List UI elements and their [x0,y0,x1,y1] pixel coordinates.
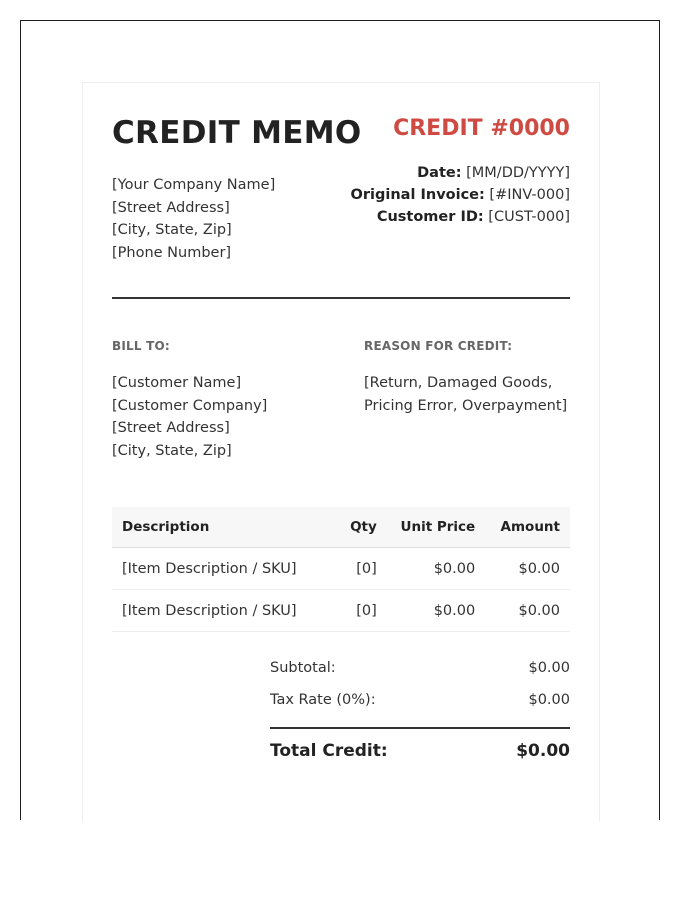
memo-meta [351,162,570,228]
tax-value: $0.00 [528,692,570,708]
meta-invoice [351,184,570,206]
total-credit-row [270,739,570,775]
subtotal-label: Subtotal: [270,660,336,676]
document-title: CREDIT MEMO [112,115,362,151]
item-unit-price: $0.00 [387,590,485,632]
item-amount: $0.00 [485,548,570,590]
total-credit-value: $0.00 [516,741,570,761]
customer-street: [Street Address] [112,420,230,436]
invoice-value: [#INV-000] [489,187,570,203]
item-description: [Item Description / SKU] [112,590,328,632]
bill-to-label: BILL TO: [112,339,170,353]
header-qty: Qty [328,507,387,548]
total-credit-label: Total Credit: [270,741,388,761]
item-unit-price: $0.00 [387,548,485,590]
bill-to-info [112,372,267,462]
table-header-row [112,507,570,548]
reason-label: REASON FOR CREDIT: [364,339,513,353]
meta-customer [351,206,570,228]
item-qty: [0] [328,590,387,632]
credit-number: CREDIT #0000 [393,116,570,141]
invoice-label: Original Invoice: [350,187,485,203]
totals-divider [270,727,570,729]
meta-date [351,162,570,184]
customer-company: [Customer Company] [112,397,268,414]
table-row [112,548,570,590]
reason-text: [Return, Damaged Goods, Pricing Error, Overpayment] [364,375,568,414]
line-items-table [112,507,570,632]
company-info [112,174,275,264]
tax-label: Tax Rate (0%): [270,692,376,708]
customer-id-label: Customer ID: [376,209,484,225]
company-city: [City, State, Zip] [112,222,232,238]
customer-id-value: [CUST-000] [488,209,570,225]
item-qty: [0] [328,548,387,590]
date-label: Date: [417,165,462,181]
table-row [112,590,570,632]
company-name: [Your Company Name] [112,177,276,193]
tax-row [270,688,570,720]
customer-name: [Customer Name] [112,375,242,391]
item-amount: $0.00 [485,590,570,632]
header-unit-price: Unit Price [387,507,485,548]
header-description: Description [112,507,328,548]
company-phone: [Phone Number] [112,244,232,261]
header-amount: Amount [485,507,570,548]
subtotal-row [270,656,570,688]
company-street: [Street Address] [112,199,230,216]
customer-city: [City, State, Zip] [112,442,232,459]
item-description: [Item Description / SKU] [112,548,328,590]
totals-section [270,656,570,775]
header-divider [112,297,570,299]
date-value: [MM/DD/YYYY] [466,165,570,181]
subtotal-value: $0.00 [528,660,570,676]
